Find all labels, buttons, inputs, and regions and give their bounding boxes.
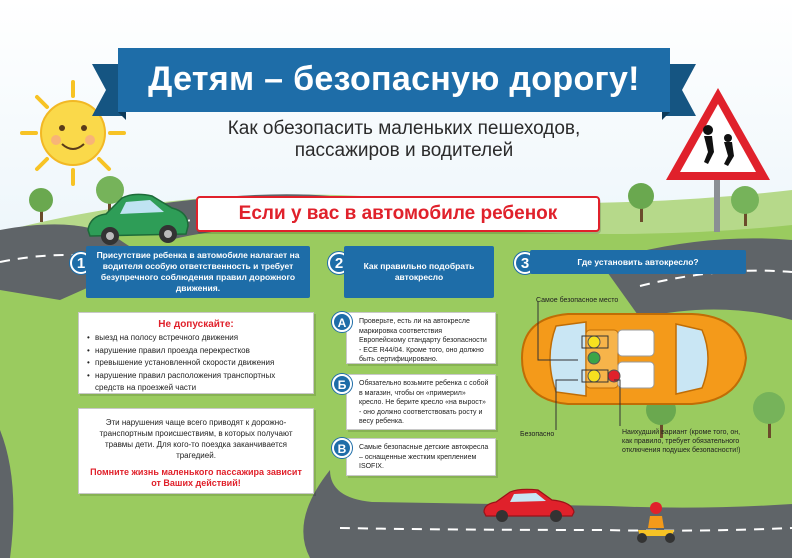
list-item: • превышение установленной скорости движения (87, 357, 305, 370)
column2-heading: Как правильно подобрать автокресло (344, 246, 494, 298)
card-a (346, 312, 496, 364)
list-item: • нарушение правил проезда перекрестков (87, 345, 305, 358)
remember-text: Помните жизнь маленького пассажира зависит от Ваших действий! (90, 467, 302, 488)
page-title: Детям – безопасную дорогу! (148, 60, 640, 98)
subtitle-line-1: Как обезопасить маленьких пешеходов, (227, 118, 581, 139)
label-safe: Безопасно (520, 431, 555, 438)
green-car-icon (82, 190, 194, 248)
card-b-text: Обязательно возьмите ребенка с собой в магазин, чтобы он «примерил» кресло. Не берите кресло «на вырост» - оно должно соответствовать росту и весу ребенка. (359, 380, 489, 425)
step-number-2: 2 (328, 252, 350, 274)
step-number-1: 1 (70, 252, 92, 274)
label-worst: Наихудший вариант (кроме того, он, как правило, требует обязательного отключения подушек безопасности!) (622, 429, 741, 454)
section-title: Если у вас в автомобиле ребенок (238, 203, 558, 224)
subtitle (178, 118, 630, 162)
badge-b: Б (332, 374, 352, 394)
list-item: • нарушение правил расположения транспортных средств на проезжей части (87, 370, 305, 395)
column3-heading: Где установить автокресло? (530, 250, 746, 274)
step-number-3: 3 (514, 252, 536, 274)
badge-v: В (332, 438, 352, 458)
scooter-rider-icon (632, 500, 680, 544)
red-car-icon (480, 486, 578, 522)
card-b (346, 374, 496, 430)
badge-a: А (332, 312, 352, 332)
card-a-text: Проверьте, есть ли на автокресле маркировка соответствия Европейскому стандарту безопасности - ECE R44/04. Кроме того, оно должно быть сертифицировано. (359, 318, 487, 363)
forbidden-list (87, 332, 305, 395)
label-safest: Самое безопасное место (536, 297, 619, 304)
accident-note: Эти нарушения чаще всего приводят к дорожно-транспортным происшествиям, в которых получают травмы дети. Для кого-то поездка заканчивается трагедией. (99, 418, 293, 460)
column1-heading: Присутствие ребенка в автомобиле налагает на водителя особую ответственность и требует безупречного соблюдения правил дорожного движения. (86, 246, 310, 298)
card-v-text: Самые безопасные детские автокресла – оснащенные жестким креплением ISOFIX. (359, 444, 489, 470)
card-v (346, 438, 496, 476)
forbidden-title: Не допускайте: (158, 319, 234, 330)
warning-sign-children-icon (662, 84, 774, 234)
forbidden-panel (78, 312, 314, 394)
warning-panel (78, 408, 314, 494)
list-item: • выезд на полосу встречного движения (87, 332, 305, 345)
subtitle-line-2: пассажиров и водителей (294, 140, 514, 161)
